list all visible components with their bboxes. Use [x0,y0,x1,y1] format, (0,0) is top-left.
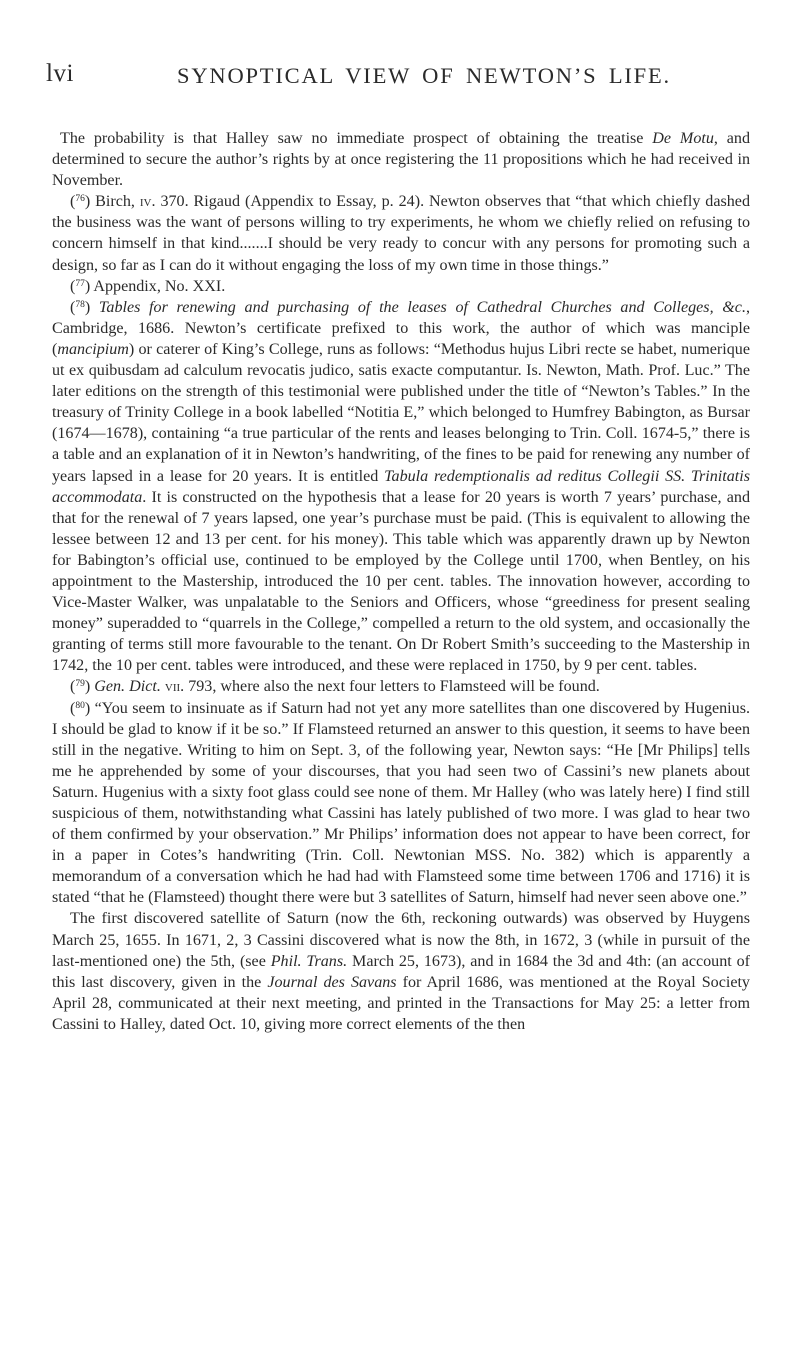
footnote-76 [52,191,750,275]
footnote-80 [52,698,750,909]
footnote-78 [52,297,750,677]
footnote-text: Birch, iv. 370. Rigaud (Appendix to Essay, p. 24). Newton observes that “that which chiefly dashed the business was the want of persons willing to try experiments, he whom we chiefly relied on refusing to concern himself in that kind.......I should be very ready to concur with any persons for promoting such a design, so far as I can do it without engaging the loss of my own time in those things.” [52,193,750,274]
paragraph-text: The probability is that Halley saw no immediate prospect of obtaining the treatise De Motu, and determined to secure the author’s rights by at once registering the 11 propositions which he had received in November. [52,130,750,190]
footnote-marker: ($^{78}$) [70,298,91,316]
paragraph-saturn-satellites [52,908,750,1035]
footnote-marker: ($^{76}$) [70,193,91,211]
footnote-77 [52,276,750,297]
running-head: SYNOPTICAL VIEW OF NEWTON’S LIFE. [177,63,671,88]
footnote-text: “You seem to insinuate as if Saturn had not yet any more satellites than one discovered by Hugenius. I should be glad to know if it be so.” If Flamsteed returned an answer to this question, it seems to have been still in the negative. Writing to him on Sept. 3, of the following year, Newton says: “He [Mr Philips] tells me he apprehended by some of your discourses, that you had seen two of Cassini’s new planets about Saturn. Hugenius with a sixty foot glass could see none of them. Mr Halley (who was lately here) I find still suspicious of them, notwithstanding what Cassini has lately published of two more. I was glad to hear two of them confirmed by your observation.” Mr Philips’ information does not appear to have been correct, for in a paper in Cotes’s handwriting (Trin. Coll. Newtonian MSS. No. 382) which is apparently a memorandum of a conversation which he had had with Flamsteed some time between 1706 and 1716) it is stated “that he (Flamsteed) thought there were but 3 satellites of Saturn, himself had never seen above one.” [52,699,750,907]
footnote-text: Gen. Dict. vii. 793, where also the next four letters to Flamsteed will be found. [94,678,600,696]
footnote-text: Appendix, No. XXI. [93,277,226,295]
page-header [0,60,800,100]
footnote-marker: ($^{77}$) [70,277,91,295]
paragraph-text: The first discovered satellite of Saturn (now the 6th, reckoning outwards) was observed by Huygens March 25, 1655. In 1671, 2, 3 Cassini discovered what is now the 8th, in 1672, 3 (while in pursuit of the last-mentioned one) the 5th, (see Phil. Trans. March 25, 1673), and in 1684 the 3d and 4th: (an account of this last discovery, given in the Journal des Savans for April 1686, was mentioned at the Royal Society April 28, communicated at their next meeting, and printed in the Transactions for May 25: a letter from Cassini to Halley, dated Oct. 10, giving more correct elements of the then [52,910,751,1033]
paragraph-intro [52,128,750,191]
footnote-79 [52,676,750,697]
body-text [52,128,750,1035]
footnote-marker: ($^{80}$) [70,699,91,717]
footnote-marker: ($^{79}$) [70,678,91,696]
footnote-text: Tables for renewing and purchasing of the leases of Cathedral Churches and Colleges, &c., Cambridge, 1686. Newton’s certificate prefixed to this work, the author of which was manciple (mancipium) or caterer of King’s College, runs as follows: “Methodus hujus Libri recte se habet, numerique ut ex quibusdam ad calculum revocatis judico, satis exacte computantur. Is. Newton, Math. Prof. Luc.” The later editions on the strength of this testimonial were published under the title of “Newton’s Tables.” In the treasury of Trinity College in a book labelled “Notitia E,” which belonged to Humfrey Babington, as Bursar (1674—1678), containing “a true particular of the rents and leases belonging to Trin. Coll. 1674-5,” there is a table and an explanation of it in Newton’s handwriting, of the fines to be paid for renewing any number of years lapsed in a lease for 20 years. It is entitled Tabula redemptionalis ad reditus Collegii SS. Trinitatis accommodata. It is constructed on the hypothesis that a lease for 20 years is worth 7 years’ purchase, and that for the renewal of 7 years lapsed, one year’s purchase must be paid. (This is equivalent to allowing the lessee between 12 and 13 per cent. for his money). This table which was apparently drawn up by Newton for Babington’s official use, continued to be employed by the College until 1700, when Bentley, on his appointment to the Mastership, introduced the 10 per cent. tables. The innovation however, according to Vice-Master Walker, was unpalatable to the Seniors and Officers, whose “greediness for present sealing money” superadded to “quarrels in the College,” compelled a return to the old system, and occasionally the granting of terms still more favourable to the tenant. On Dr Robert Smith’s succeeding to the Mastership in 1742, the 10 per cent. tables were introduced, and these were replaced in 1750, by 9 per cent. tables. [52,298,750,675]
page-number: lvi [46,60,74,87]
